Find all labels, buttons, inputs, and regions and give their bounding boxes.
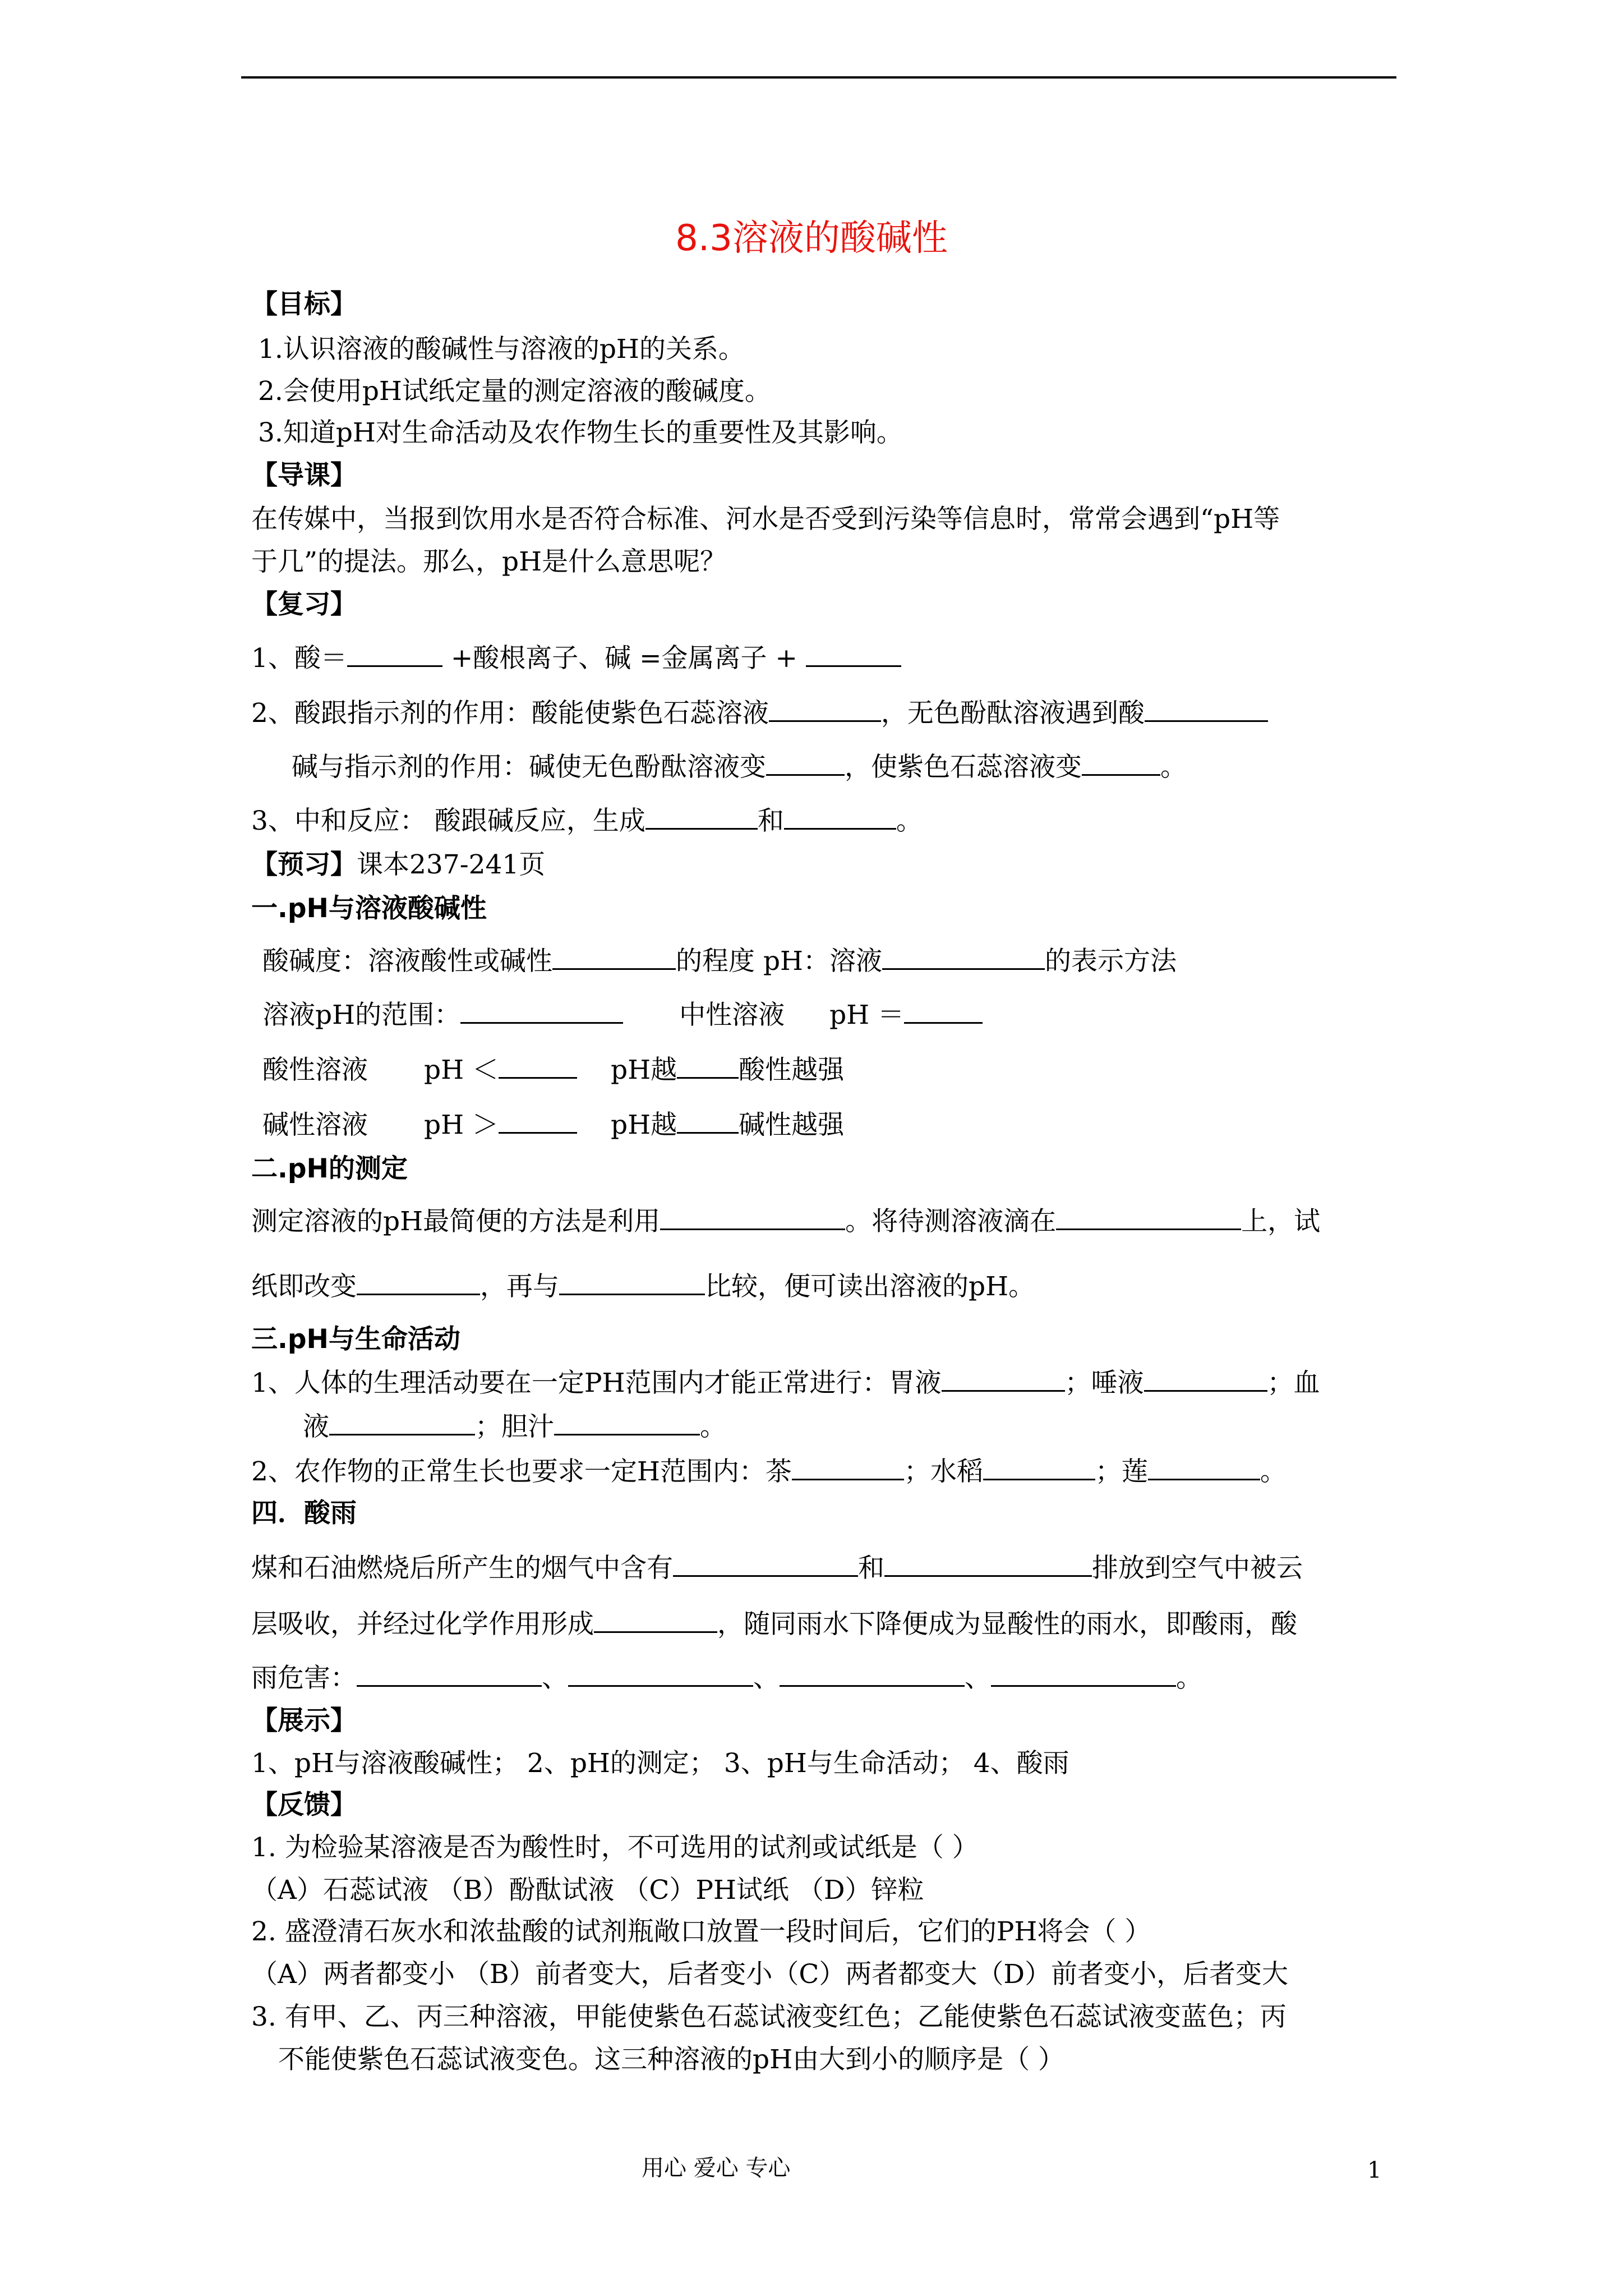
s4-text: 煤和石油燃烧后所产生的烟气中含有 xyxy=(251,1553,673,1584)
answer-blank[interactable] xyxy=(882,944,1045,970)
review-q3-text-c: 。 xyxy=(896,806,923,836)
answer-blank[interactable] xyxy=(806,641,901,667)
s2-text: 。将待测溶液滴在 xyxy=(845,1206,1057,1237)
answer-blank[interactable] xyxy=(1144,1365,1267,1392)
s3-text: ；水稻 xyxy=(903,1456,983,1487)
feedback-heading: 【反馈】 xyxy=(251,1789,357,1820)
s1-line-1 xyxy=(262,944,1177,978)
s2-text: 比较，便可读出溶液的pH。 xyxy=(705,1271,1035,1302)
answer-blank[interactable] xyxy=(904,997,983,1024)
s2-text: ，再与 xyxy=(480,1271,559,1302)
section-2-heading: 二.pH的测定 xyxy=(251,1153,408,1184)
answer-blank[interactable] xyxy=(780,1660,965,1687)
s1-text: pH越 xyxy=(611,1110,677,1140)
s3-text: ；莲 xyxy=(1095,1456,1148,1487)
s1-text: 溶液pH的范围： xyxy=(262,1000,461,1030)
feedback-q3-line-1: 3. 有甲、乙、丙三种溶液，甲能使紫色石蕊试液变红色；乙能使紫色石蕊试液变蓝色；丙 xyxy=(251,2001,1287,2032)
section-1-heading: 一.pH与溶液酸碱性 xyxy=(251,893,487,924)
answer-blank[interactable] xyxy=(991,1660,1176,1687)
footer-motto: 用心 爱心 专心 xyxy=(642,2155,791,2181)
review-q3-text-a: 3、中和反应： 酸跟碱反应，生成 xyxy=(251,806,645,836)
answer-blank[interactable] xyxy=(1082,749,1160,776)
s3-line-1 xyxy=(251,1365,1320,1400)
answer-blank[interactable] xyxy=(884,1550,1092,1577)
answer-blank[interactable] xyxy=(554,1409,700,1435)
s1-text: 酸性越强 xyxy=(739,1055,845,1085)
goals-heading: 【目标】 xyxy=(251,289,357,320)
goal-item-2: 2.会使用pH试纸定量的测定溶液的酸碱度。 xyxy=(258,376,771,407)
answer-blank[interactable] xyxy=(766,749,845,776)
review-q2-text-e: 。 xyxy=(1160,752,1187,783)
s4-sep: 、 xyxy=(753,1663,780,1694)
answer-blank[interactable] xyxy=(942,1365,1065,1392)
s2-line-1 xyxy=(251,1204,1320,1239)
s4-line-2 xyxy=(251,1607,1297,1641)
intro-line-2: 于几”的提法。那么，pH是什么意思呢？ xyxy=(251,546,727,577)
answer-blank[interactable] xyxy=(357,1660,542,1687)
feedback-q1-options: （A）石蕊试液 （B）酚酞试液 （C）PH试纸 （D）锌粒 xyxy=(251,1875,924,1906)
s1-text: 中性溶液 xyxy=(679,1000,785,1030)
s3-line-2 xyxy=(303,1409,726,1444)
review-q2-text-d: ，使紫色石蕊溶液变 xyxy=(845,752,1082,783)
answer-blank[interactable] xyxy=(645,803,758,830)
s3-text: ；胆汁 xyxy=(475,1411,554,1442)
s1-text: 酸性溶液 xyxy=(262,1055,368,1085)
review-heading: 【复习】 xyxy=(251,589,357,620)
answer-blank[interactable] xyxy=(673,1550,858,1577)
s4-text: 雨危害： xyxy=(251,1663,357,1694)
answer-blank[interactable] xyxy=(769,696,881,722)
intro-line-1: 在传媒中，当报到饮用水是否符合标准、河水是否受到污染等信息时，常常会遇到“pH等 xyxy=(251,504,1280,535)
answer-blank[interactable] xyxy=(329,1409,475,1435)
s2-line-2 xyxy=(251,1269,1035,1304)
header-rule xyxy=(241,76,1396,79)
s1-text: 碱性越强 xyxy=(739,1110,845,1140)
page-title: 8.3溶液的酸碱性 xyxy=(675,218,948,259)
preview-pages: 课本237-241页 xyxy=(357,849,546,880)
s4-line-3 xyxy=(251,1660,1202,1695)
s3-text: 。 xyxy=(700,1411,726,1442)
s4-text: 排放到空气中被云 xyxy=(1092,1553,1303,1584)
display-heading: 【展示】 xyxy=(251,1705,357,1736)
s2-text: 纸即改变 xyxy=(251,1271,357,1302)
s2-text: 上，试 xyxy=(1241,1206,1321,1237)
review-q3-text-b: 和 xyxy=(757,806,784,836)
answer-blank[interactable] xyxy=(983,1454,1095,1480)
answer-blank[interactable] xyxy=(460,997,623,1024)
review-q1 xyxy=(251,641,901,675)
answer-blank[interactable] xyxy=(499,1052,577,1079)
answer-blank[interactable] xyxy=(552,944,676,970)
s3-text: 2、农作物的正常生长也要求一定H范围内：茶 xyxy=(251,1456,792,1487)
s1-text: pH ＜ xyxy=(424,1055,499,1085)
s1-line-2 xyxy=(262,997,983,1032)
s3-text: 液 xyxy=(303,1411,329,1442)
answer-blank[interactable] xyxy=(1148,1454,1260,1480)
answer-blank[interactable] xyxy=(660,1204,845,1230)
review-q1-text-a: 1、酸＝ xyxy=(251,643,347,674)
s4-end: 。 xyxy=(1176,1663,1202,1694)
answer-blank[interactable] xyxy=(499,1107,577,1134)
display-items: 1、pH与溶液酸碱性； 2、pH的测定； 3、pH与生命活动； 4、酸雨 xyxy=(251,1748,1069,1779)
s4-sep: 、 xyxy=(542,1663,568,1694)
s1-text: 的程度 pH：溶液 xyxy=(676,946,883,977)
s3-text: ；唾液 xyxy=(1064,1368,1144,1398)
answer-blank[interactable] xyxy=(568,1660,753,1687)
goal-item-1: 1.认识溶液的酸碱性与溶液的pH的关系。 xyxy=(258,334,745,365)
answer-blank[interactable] xyxy=(347,641,442,667)
feedback-q3-line-2: 不能使紫色石蕊试液变色。这三种溶液的pH由大到小的顺序是（ ） xyxy=(278,2044,1065,2075)
s1-text: 酸碱度：溶液酸性或碱性 xyxy=(262,946,552,977)
intro-heading: 【导课】 xyxy=(251,460,357,491)
preview-heading-line xyxy=(251,848,545,882)
s2-text: 测定溶液的pH最简便的方法是利用 xyxy=(251,1206,661,1237)
review-q2-text-c: 碱与指示剂的作用：碱使无色酚酞溶液变 xyxy=(292,752,766,783)
answer-blank[interactable] xyxy=(594,1607,717,1633)
review-q2-text-b: ，无色酚酞溶液遇到酸 xyxy=(880,698,1145,729)
answer-blank[interactable] xyxy=(1056,1204,1241,1230)
section-4-heading: 四．酸雨 xyxy=(251,1498,357,1529)
s3-text: 1、人体的生理活动要在一定PH范围内才能正常进行：胃液 xyxy=(251,1368,942,1398)
preview-heading: 【预习】 xyxy=(251,849,357,880)
answer-blank[interactable] xyxy=(357,1269,480,1295)
answer-blank[interactable] xyxy=(784,803,896,830)
s1-line-4 xyxy=(262,1107,844,1142)
review-q3 xyxy=(251,803,923,838)
s1-text: pH越 xyxy=(611,1055,677,1085)
s1-text: pH ＝ xyxy=(829,1000,905,1030)
feedback-q1: 1. 为检验某溶液是否为酸性时，不可选用的试剂或试纸是（ ） xyxy=(251,1832,979,1863)
review-q1-text-b: +酸根离子、碱 =金属离子 + xyxy=(442,643,806,674)
s1-text: 的表示方法 xyxy=(1045,946,1177,977)
s4-text: 和 xyxy=(858,1553,884,1584)
s3-text: 。 xyxy=(1260,1456,1287,1487)
feedback-q2: 2. 盛澄清石灰水和浓盐酸的试剂瓶敞口放置一段时间后，它们的PH将会（ ） xyxy=(251,1916,1151,1947)
answer-blank[interactable] xyxy=(677,1052,739,1079)
s4-text: ，随同雨水下降便成为显酸性的雨水，即酸雨，酸 xyxy=(717,1609,1297,1640)
review-q2 xyxy=(251,696,1268,730)
s4-text: 层吸收，并经过化学作用形成 xyxy=(251,1609,594,1640)
answer-blank[interactable] xyxy=(1145,696,1268,722)
s1-text: pH ＞ xyxy=(424,1110,499,1140)
feedback-q2-options: （A）两者都变小 （B）前者变大，后者变小（C）两者都变大（D）前者变小，后者变大 xyxy=(251,1959,1289,1990)
review-q2-base xyxy=(292,749,1187,784)
answer-blank[interactable] xyxy=(677,1107,739,1134)
review-q2-text-a: 2、酸跟指示剂的作用：酸能使紫色石蕊溶液 xyxy=(251,698,769,729)
s3-text: ；血 xyxy=(1267,1368,1320,1398)
page-number: 1 xyxy=(1367,2157,1382,2183)
s3-line-3 xyxy=(251,1454,1287,1489)
section-3-heading: 三.pH与生命活动 xyxy=(251,1324,460,1355)
s4-line-1 xyxy=(251,1550,1303,1585)
answer-blank[interactable] xyxy=(559,1269,705,1295)
goal-item-3: 3.知道pH对生命活动及农作物生长的重要性及其影响。 xyxy=(258,417,903,448)
answer-blank[interactable] xyxy=(792,1454,904,1480)
s1-line-3 xyxy=(262,1052,844,1087)
s1-text: 碱性溶液 xyxy=(262,1110,368,1140)
s4-sep: 、 xyxy=(965,1663,991,1694)
